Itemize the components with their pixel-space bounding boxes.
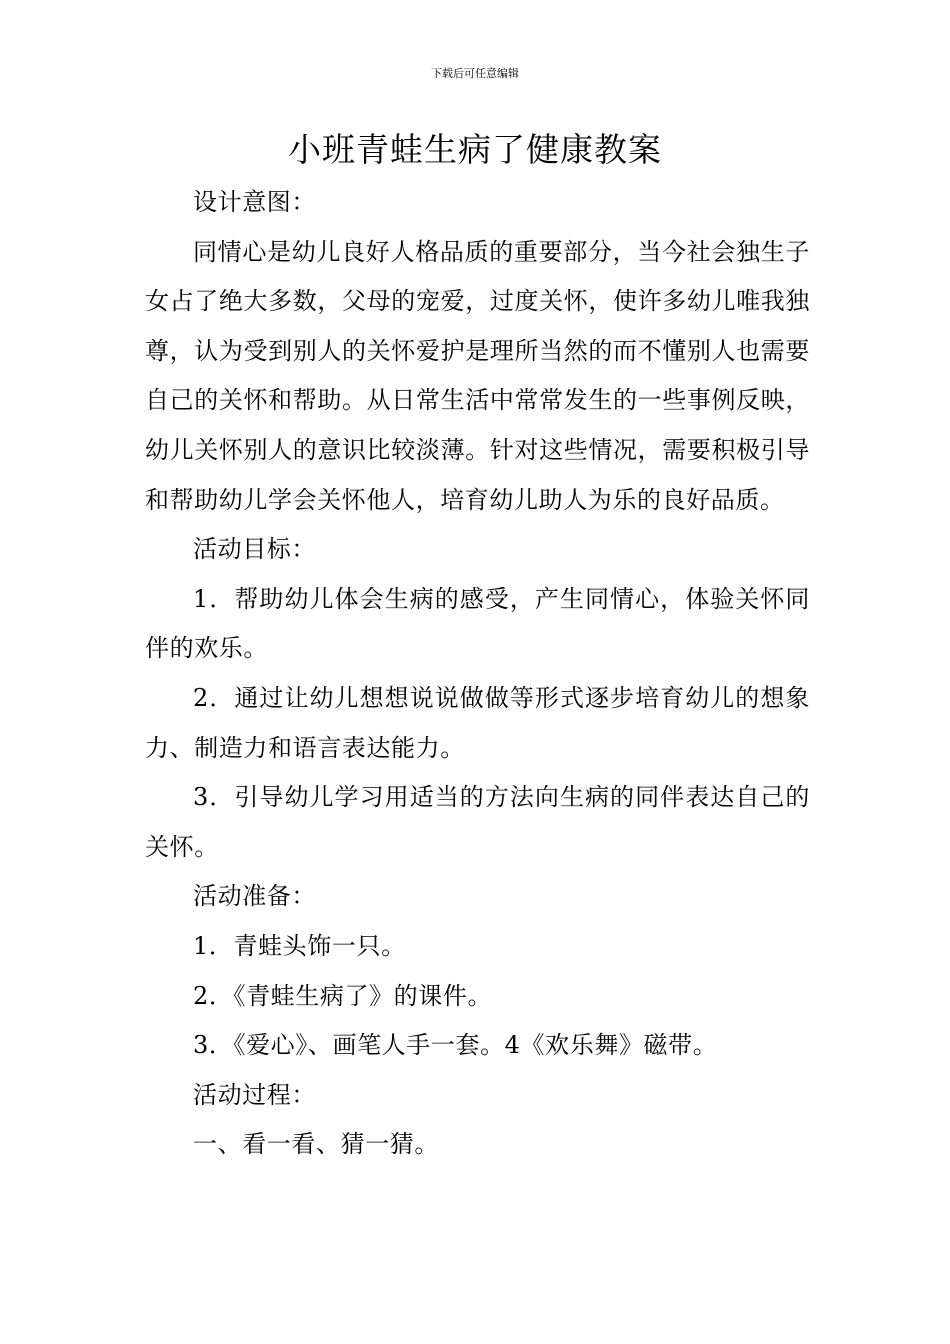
preparation-item-1: 1．青蛙头饰一只。 <box>193 931 406 960</box>
section-heading-design-intent: 设计意图： <box>193 188 316 216</box>
goal-item-3: 3．引导幼儿学习用适当的方法向生病的同伴表达自己的关怀。 <box>145 783 810 861</box>
document-title: 小班青蛙生病了健康教案 <box>288 130 662 169</box>
goal-item-2: 2．通过让幼儿想想说说做做等形式逐步培育幼儿的想象力、制造力和语言表达能力。 <box>145 683 810 762</box>
process-step-1: 一、看一看、猜一猜。 <box>193 1130 439 1159</box>
section-heading-process: 活动过程： <box>193 1080 316 1109</box>
preparation-item-3: 3．《爱心》、画笔人手一套。4《欢乐舞》磁带。 <box>193 1031 718 1060</box>
preparation-item-2: 2．《青蛙生病了》的课件。 <box>193 981 493 1010</box>
section-heading-goals: 活动目标： <box>193 535 316 564</box>
header-note: 下载后可任意编辑 <box>431 67 519 80</box>
paragraph-design-intent: 同情心是幼儿良好人格品质的重要部分，当今社会独生子女占了绝大多数，父母的宠爱，过度关怀，使许多幼儿唯我独尊，认为受到别人的关怀爱护是理所当然的而不懂别人也需要自己的关怀和帮助。从日常生活中常常发生的一些事例反映，幼儿关怀别人的意识比较淡薄。针对这些情况，需要积极引导和帮助幼儿学会关怀他人，培育幼儿助人为乐的良好品质。 <box>145 237 810 514</box>
goal-item-1: 1．帮助幼儿体会生病的感受，产生同情心，体验关怀同伴的欢乐。 <box>145 584 810 663</box>
section-heading-preparation: 活动准备： <box>193 882 316 911</box>
document-body <box>145 178 810 1170</box>
